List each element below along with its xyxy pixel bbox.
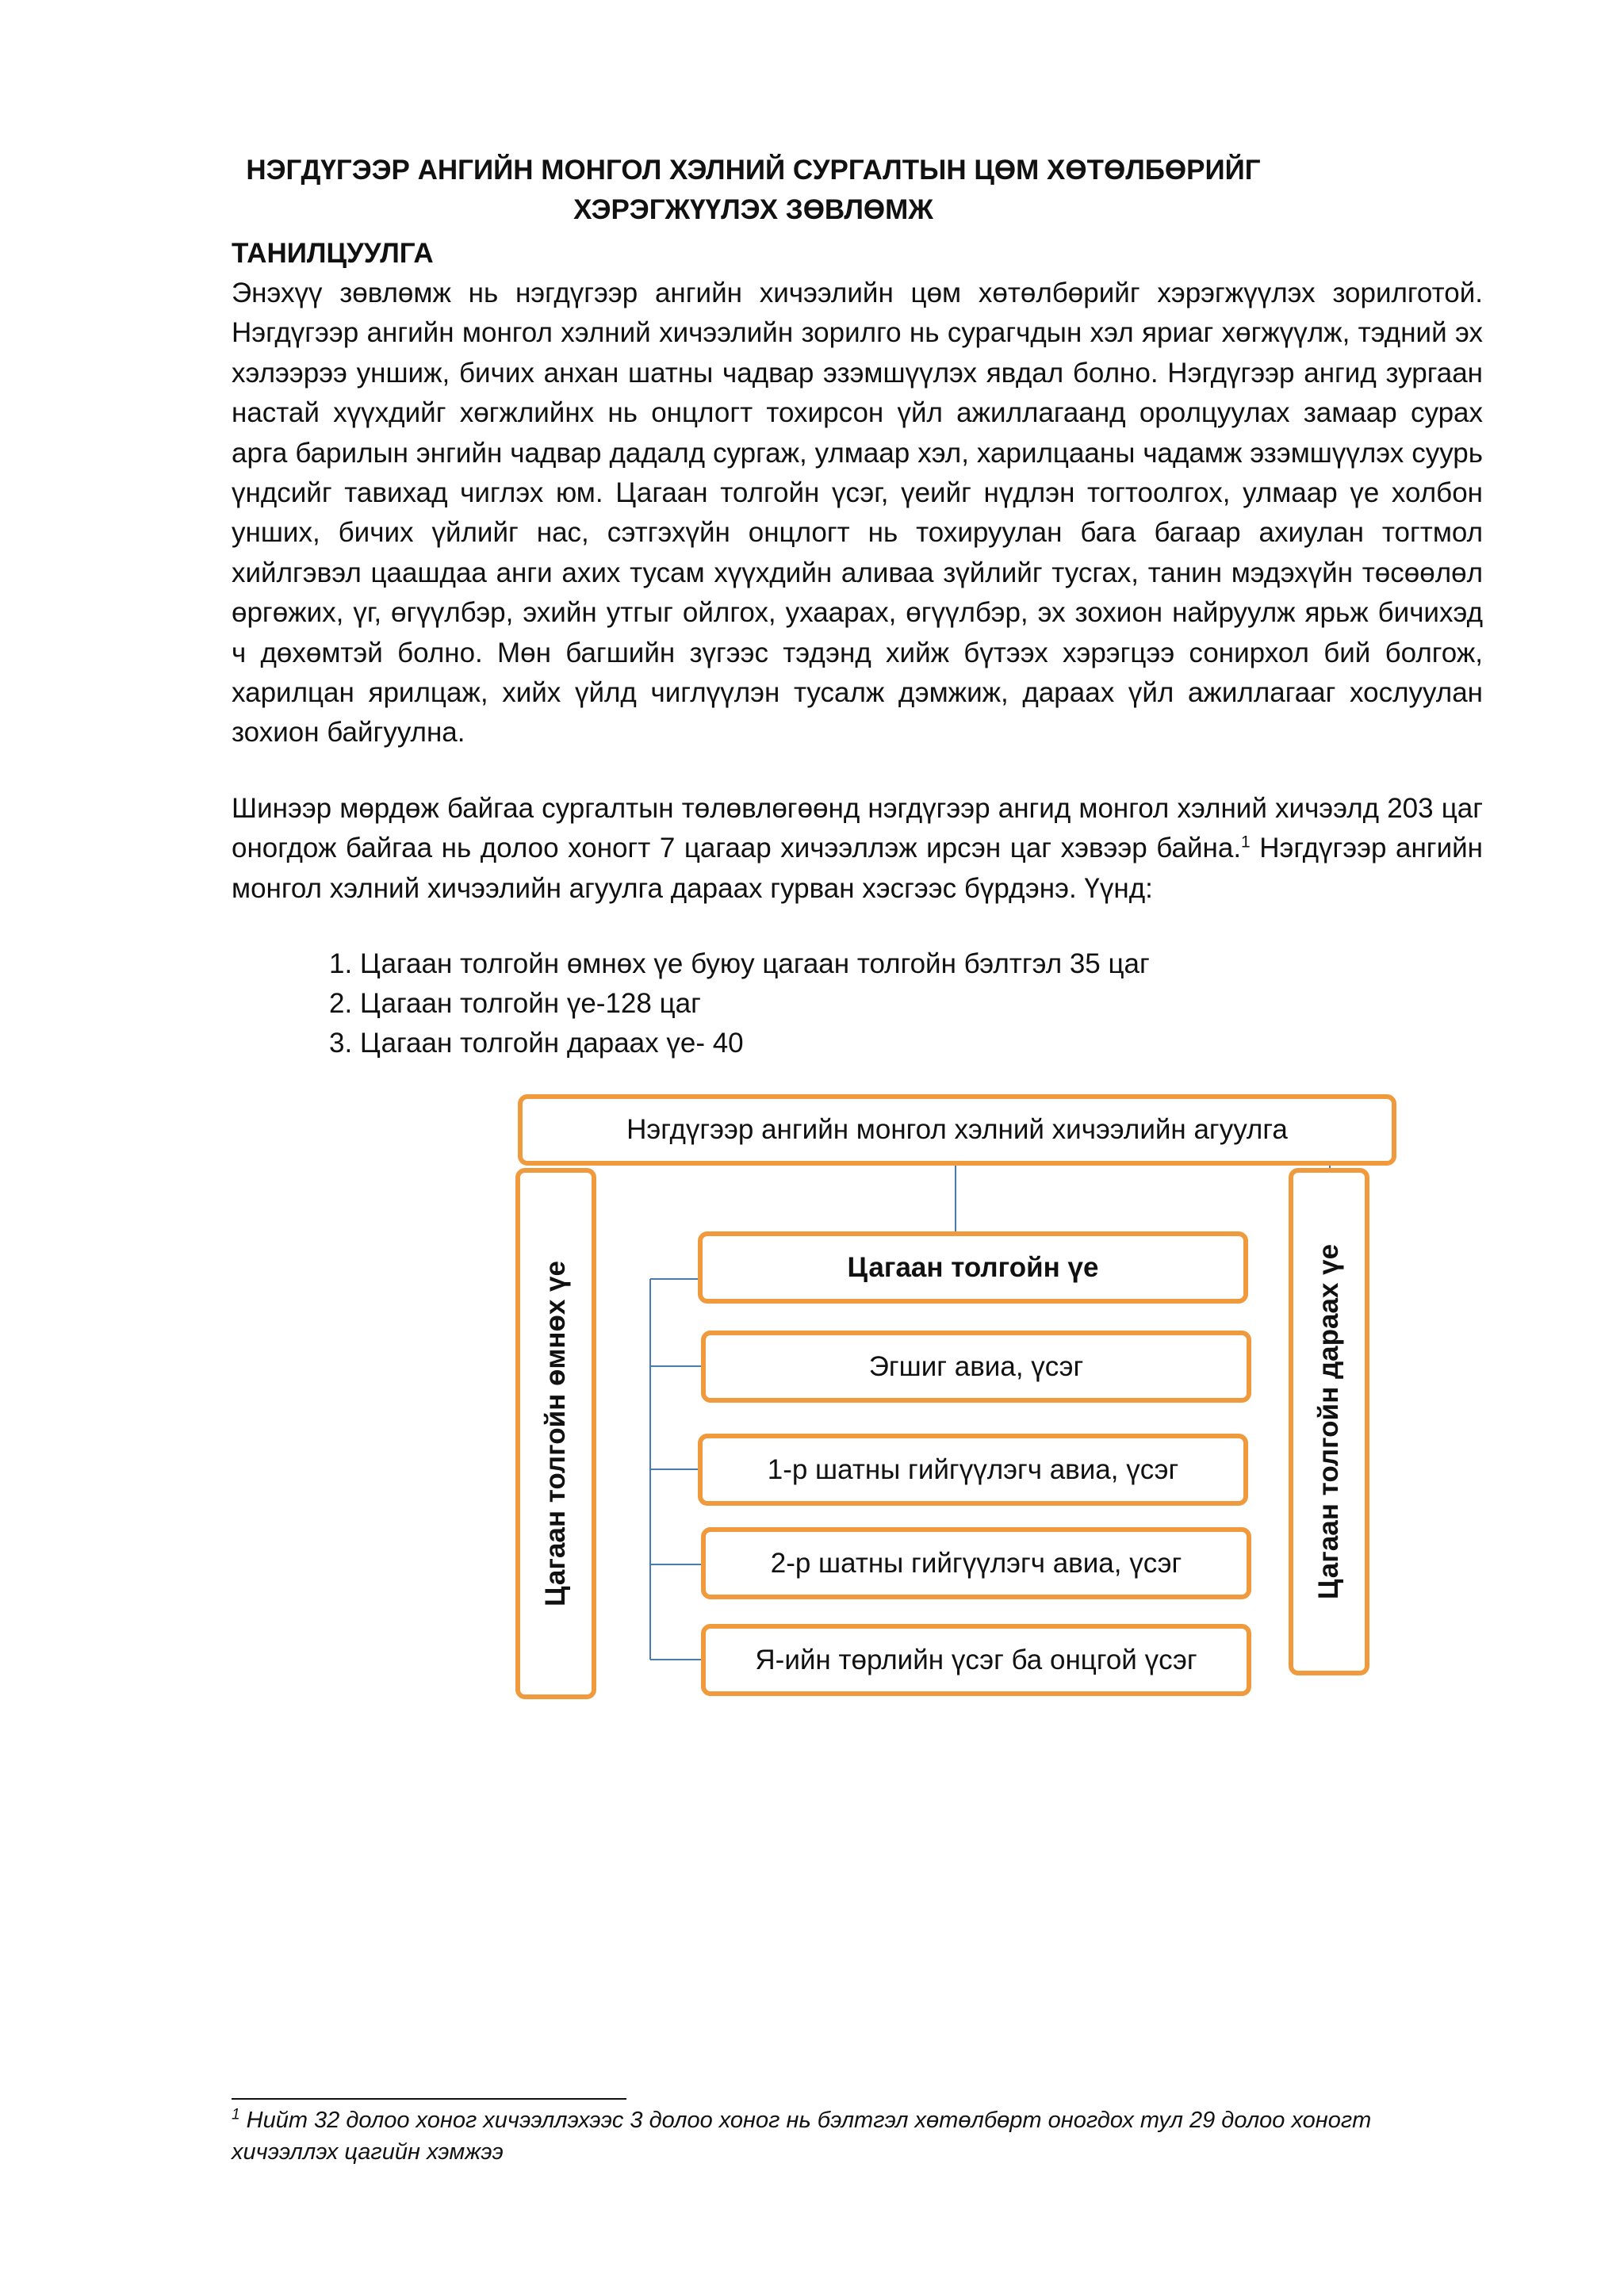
diagram-center-item-label: Эгшиг авиа, үсэг <box>868 1350 1084 1382</box>
diagram-center-title-box <box>698 1231 1248 1304</box>
footnote <box>232 2104 1483 2168</box>
diagram-center-item-box <box>701 1527 1251 1599</box>
diagram-center-title-label: Цагаан толгойн үе <box>847 1251 1099 1283</box>
list-item: 2. Цагаан толгойн үе-128 цаг <box>329 988 701 1019</box>
diagram-left-box-label: Цагаан толгойн өмнөх үе <box>540 1261 572 1606</box>
paragraph-introduction: Энэхүү зөвлөмж нь нэгдүгээр ангийн хичээлийн цөм хөтөлбөрийг хэрэгжүүлэх зорилготой. Нэгдүгээр ангийн монгол хэлний хичээлийн зорилго нь сурагчдын хэл яриаг хөгжүүлж, тэдний эх хэлээрээ уншиж, бичих анхан шатны чадвар эзэмшүүлэх явдал болно. Нэгдүгээр ангид зургаан настай хүүхдийг хөгжлийнх нь онцлогт тохирсон үйл ажиллагаанд оролцуулах замаар сурах арга барилын энгийн чадвар дадалд сургаж, улмаар хэл, харилцааны чадамж эзэмшүүлэх суурь үндсийг тавихад чиглэх юм. Цагаан толгойн үсэг, үеийг нүдлэн тогтоолгох, улмаар үе холбон унших, бичих үйлийг нас, сэтгэхүйн онцлогт нь тохируулан бага багаар ахиулан тогтмол хийлгэвэл цаашдаа анги ахих тусам хүүхдийн аливаа зүйлийг тусгах, танин мэдэхүйн төсөөлөл өргөжих, үг, өгүүлбэр, эхийн утгыг ойлгох, ухаарах, өгүүлбэр, эх зохион найруулж ярьж бичихэд ч дөхөмтэй болно. Мөн багшийн зүгээс тэдэнд хийж бүтээх хэрэгцээ сонирхол бий болгож, харилцан ярилцаж, хийх үйлд чиглүүлэн тусалж дэмжиж, дараах үйл ажиллагааг хослуулан зохион байгуулна. <box>232 278 1483 749</box>
paragraph-hours-part-2: Нэгдүгээр ангийн монгол хэлний хичээлийн агуулга дараах гурван хэсгээс бүрдэнэ. Үүнд: <box>232 833 1483 904</box>
list-item: 3. Цагаан толгойн дараах үе- 40 <box>329 1028 744 1059</box>
diagram-top-box-label: Нэгдүгээр ангийн монгол хэлний хичээлийн агуулга <box>626 1114 1288 1145</box>
footnote-text: Нийт 32 долоо хоног хичээллэхээс 3 долоо хоног нь бэлтгэл хөтөлбөрт оногдох тул 29 долоо хоногт хичээллэх цагийн хэмжээ <box>232 2108 1372 2165</box>
footnote-reference[interactable]: 1 <box>1241 833 1251 852</box>
diagram-right-box <box>1289 1168 1369 1675</box>
diagram-top-box <box>518 1094 1396 1166</box>
diagram-center-item-label: 2-р шатны гийгүүлэгч авиа, үсэг <box>770 1547 1182 1579</box>
paragraph-hours-part-1: Шинээр мөрдөж байгаа сургалтын төлөвлөгөөнд нэгдүгээр ангид монгол хэлний хичээлд 203 цаг оногдож байгаа нь долоо хоногт 7 цагаар хичээллэж ирсэн цаг хэвээр байна. <box>232 793 1483 864</box>
document-title-line-2: ХЭРЭГЖҮҮЛЭХ ЗӨВЛӨМЖ <box>573 194 933 225</box>
diagram-center-item-box <box>701 1331 1251 1403</box>
diagram-center-item-box <box>701 1624 1251 1696</box>
diagram-left-box <box>515 1168 596 1699</box>
footnote-separator <box>232 2098 626 2100</box>
diagram-center-item-box <box>698 1434 1248 1506</box>
list-item: 1. Цагаан толгойн өмнөх үе буюу цагаан толгойн бэлтгэл 35 цаг <box>329 948 1150 979</box>
diagram-center-item-label: Я-ийн төрлийн үсэг ба онцгой үсэг <box>755 1644 1197 1675</box>
diagram-center-item-label: 1-р шатны гийгүүлэгч авиа, үсэг <box>767 1453 1179 1485</box>
section-heading: ТАНИЛЦУУЛГА <box>232 238 434 269</box>
diagram-right-box-label: Цагаан толгойн дараах үе <box>1313 1243 1344 1600</box>
footnote-number: 1 <box>232 2106 240 2123</box>
document-title-line-1: НЭГДҮГЭЭР АНГИЙН МОНГОЛ ХЭЛНИЙ СУРГАЛТЫН ЦӨМ ХӨТӨЛБӨРИЙГ <box>246 155 1261 186</box>
